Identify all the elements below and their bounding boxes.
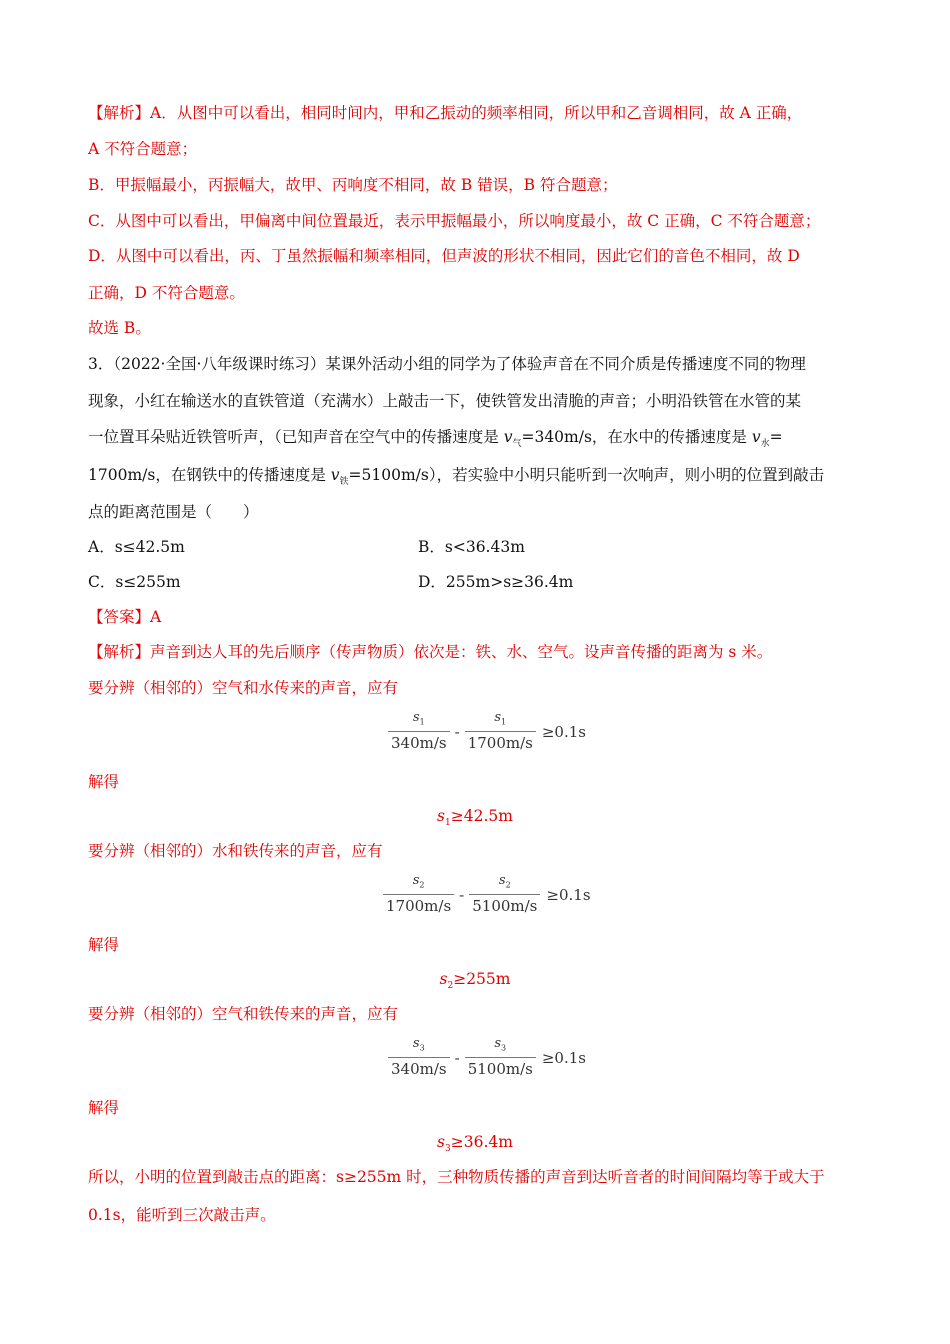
result-2: $s_2\ge 255m$ bbox=[439, 970, 511, 992]
option-c: C．s≤255m bbox=[88, 573, 181, 591]
conclusion-line-2: 0.1s，能听到三次敲击声。 bbox=[88, 1206, 276, 1224]
analysis-line-3: B．甲振幅最小，丙振幅大，故甲、丙响度不相同，故 B 错误，B 符合题意； bbox=[88, 176, 618, 194]
conclusion-line-1: 所以，小明的位置到敲击点的距离：s≥255m 时，三种物质传播的声音到达听音者的时间间隔均等于或大于 bbox=[88, 1168, 825, 1186]
question-3-line-3: 一位置耳朵贴近铁管听声，（已知声音在空气中的传播速度是 $v_气=340m/s$，在水中的传播速度是 $v_水=$ bbox=[88, 428, 783, 450]
option-b: B．s<36.43m bbox=[418, 538, 525, 556]
fraction-3a: $\frac{s_3}{340m/s}$ bbox=[388, 1036, 450, 1080]
formula-3: $\frac{s_3}{340m/s}$ - $\frac{s_3}{5100m/s}$ ≥0.1s bbox=[388, 1036, 586, 1080]
analysis2-intro: 【解析】声音到达人耳的先后顺序（传声物质）依次是：铁、水、空气。设声音传播的距离为 s 米。 bbox=[88, 643, 773, 661]
analysis-line-5: D．从图中可以看出，丙、丁虽然振幅和频率相同，但声波的形状不相同，因此它们的音色不相同，故 D bbox=[88, 247, 800, 265]
analysis2-air-iron: 要分辨（相邻的）空气和铁传来的声音，应有 bbox=[88, 1005, 399, 1023]
analysis-line-2: A 不符合题意； bbox=[88, 140, 198, 158]
solve-label-1: 解得 bbox=[88, 773, 120, 791]
solve-label-2: 解得 bbox=[88, 936, 120, 954]
fraction-2b: $\frac{s_2}{5100m/s}$ bbox=[469, 873, 540, 917]
result-1: $s_1\ge 42.5m$ bbox=[437, 807, 513, 829]
analysis2-water-iron: 要分辨（相邻的）水和铁传来的声音，应有 bbox=[88, 842, 383, 860]
analysis2-air-water: 要分辨（相邻的）空气和水传来的声音，应有 bbox=[88, 679, 399, 697]
analysis-line-1: 【解析】A．从图中可以看出，相同时间内，甲和乙振动的频率相同，所以甲和乙音调相同，故 A 正确， bbox=[88, 104, 803, 122]
answer-line: 【答案】A bbox=[88, 608, 162, 626]
option-a: A．s≤42.5m bbox=[88, 538, 185, 556]
fraction-3b: $\frac{s_3}{5100m/s}$ bbox=[465, 1036, 536, 1080]
formula-2: $\frac{s_2}{1700m/s}$ - $\frac{s_2}{5100m/s}$ ≥0.1s bbox=[383, 873, 591, 917]
question-3-line-1: 3．（2022·全国·八年级课时练习）某课外活动小组的同学为了体验声音在不同介质是传播速度不同的物理 bbox=[88, 355, 806, 373]
option-d: D．255m>s≥36.4m bbox=[418, 573, 574, 591]
analysis-line-6: 正确，D 不符合题意。 bbox=[88, 284, 245, 302]
question-3-line-4: 1700m/s，在钢铁中的传播速度是 $v_铁=5100m/s$），若实验中小明只能听到一次响声，则小明的位置到敲击 bbox=[88, 466, 825, 488]
fraction-2a: $\frac{s_2}{1700m/s}$ bbox=[383, 873, 454, 917]
fraction-1a: $\frac{s_1}{340m/s}$ bbox=[388, 710, 450, 754]
analysis-line-7: 故选 B。 bbox=[88, 319, 151, 337]
fraction-1b: $\frac{s_1}{1700m/s}$ bbox=[465, 710, 536, 754]
result-3: $s_3\ge 36.4m$ bbox=[437, 1133, 513, 1155]
question-3-line-5: 点的距离范围是（ ） bbox=[88, 503, 259, 521]
formula-1: $\frac{s_1}{340m/s}$ - $\frac{s_1}{1700m/s}$ ≥0.1s bbox=[388, 710, 586, 754]
analysis-line-4: C．从图中可以看出，甲偏离中间位置最近，表示甲振幅最小，所以响度最小，故 C 正确，C 不符合题意； bbox=[88, 212, 821, 230]
solve-label-3: 解得 bbox=[88, 1099, 120, 1117]
question-3-line-2: 现象，小红在输送水的直铁管道（充满水）上敲击一下，使铁管发出清脆的声音；小明沿铁管在水管的某 bbox=[88, 392, 802, 410]
